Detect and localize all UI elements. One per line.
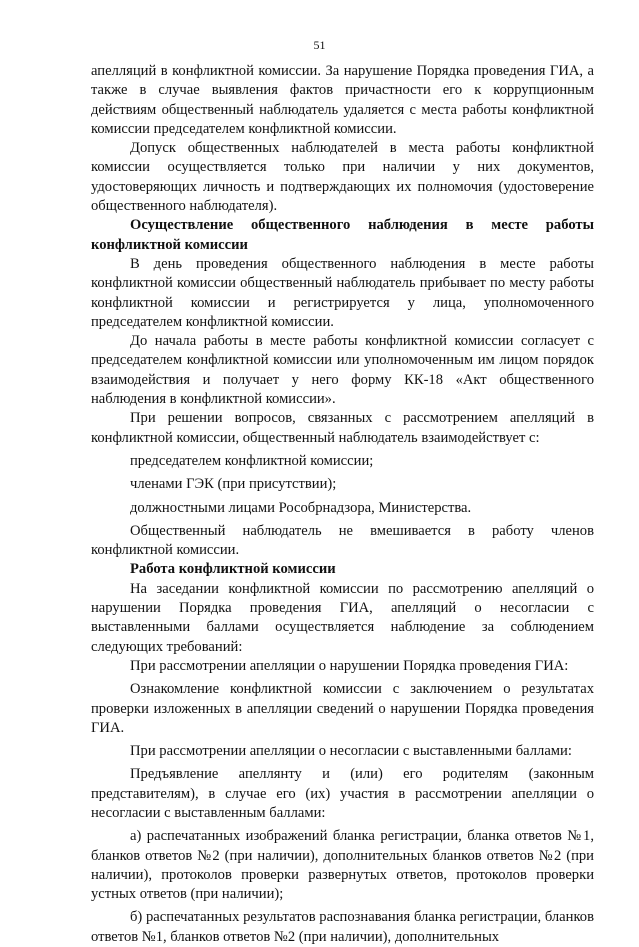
section-heading: Работа конфликтной комиссии xyxy=(130,561,336,578)
paragraph: б) распечатанных результатов распознавания бланка регистрации, бланков ответов №1, бланков ответов №2 (при наличии), дополнительных xyxy=(91,909,594,945)
paragraph: апелляций в конфликтной комиссии. За нарушение Порядка проведения ГИА, а также в случае выявления фактов причастности его к коррупционным действиям общественный наблюдатель удаляется с места работы конфликтной комиссии председателем конфликтной комиссии. xyxy=(91,63,594,137)
paragraph: При рассмотрении апелляции о несогласии с выставленными баллами: xyxy=(130,743,572,760)
paragraph: Предъявление апеллянту и (или) его родителям (законным представителям), в случае его (их) участия в рассмотрении апелляции о несогласии с выставленным баллами: xyxy=(91,766,594,821)
list-item: должностными лицами Рособрнадзора, Министерства. xyxy=(130,499,472,516)
section-heading: Осуществление общественного наблюдения в месте работы конфликтной комиссии xyxy=(91,217,594,253)
paragraph: При решении вопросов, связанных с рассмотрением апелляций в конфликтной комиссии, общественный наблюдатель взаимодействует с: xyxy=(91,410,594,446)
paragraph: При рассмотрении апелляции о нарушении Порядка проведения ГИА: xyxy=(130,657,569,674)
list-item: членами ГЭК (при присутствии); xyxy=(130,476,337,493)
paragraph: а) распечатанных изображений бланка регистрации, бланка ответов №1, бланков ответов №2 (при наличии), дополнительных бланков ответов №2 (при наличии), протоколов проверки развернутых ответов, протоколов проверки устных ответов (при наличии); xyxy=(91,828,594,903)
paragraph: Общественный наблюдатель не вмешивается в работу членов конфликтной комиссии. xyxy=(91,522,594,559)
paragraph: На заседании конфликтной комиссии по рассмотрению апелляций о нарушении Порядка проведения ГИА, апелляций о несогласии с выставленными баллами осуществляется наблюдение за соблюдением следующих требований: xyxy=(91,580,594,655)
page-number: 51 xyxy=(313,38,326,52)
paragraph: Ознакомление конфликтной комиссии с заключением о результатах проверки изложенных в апелляции сведений о нарушении Порядка проведения ГИА. xyxy=(91,681,594,736)
paragraph: В день проведения общественного наблюдения в месте работы конфликтной комиссии общественный наблюдатель прибывает по месту работы конфликтной комиссии и регистрируется у лица, уполномоченного председателем конфликтной комиссии. xyxy=(91,255,594,330)
page-body xyxy=(91,62,594,947)
paragraph: До начала работы в месте работы конфликтной комиссии согласует с председателем конфликтной комиссии или уполномоченным им лицом порядок взаимодействия и получает у него форму КК-18 «Акт общественного наблюдения в конфликтной комиссии». xyxy=(91,333,594,408)
paragraph: Допуск общественных наблюдателей в места работы конфликтной комиссии осуществляется только при наличии у них документов, удостоверяющих личность и подтверждающих их полномочия (удостоверение общественного наблюдателя). xyxy=(91,140,594,215)
list-item: председателем конфликтной комиссии; xyxy=(130,452,374,469)
